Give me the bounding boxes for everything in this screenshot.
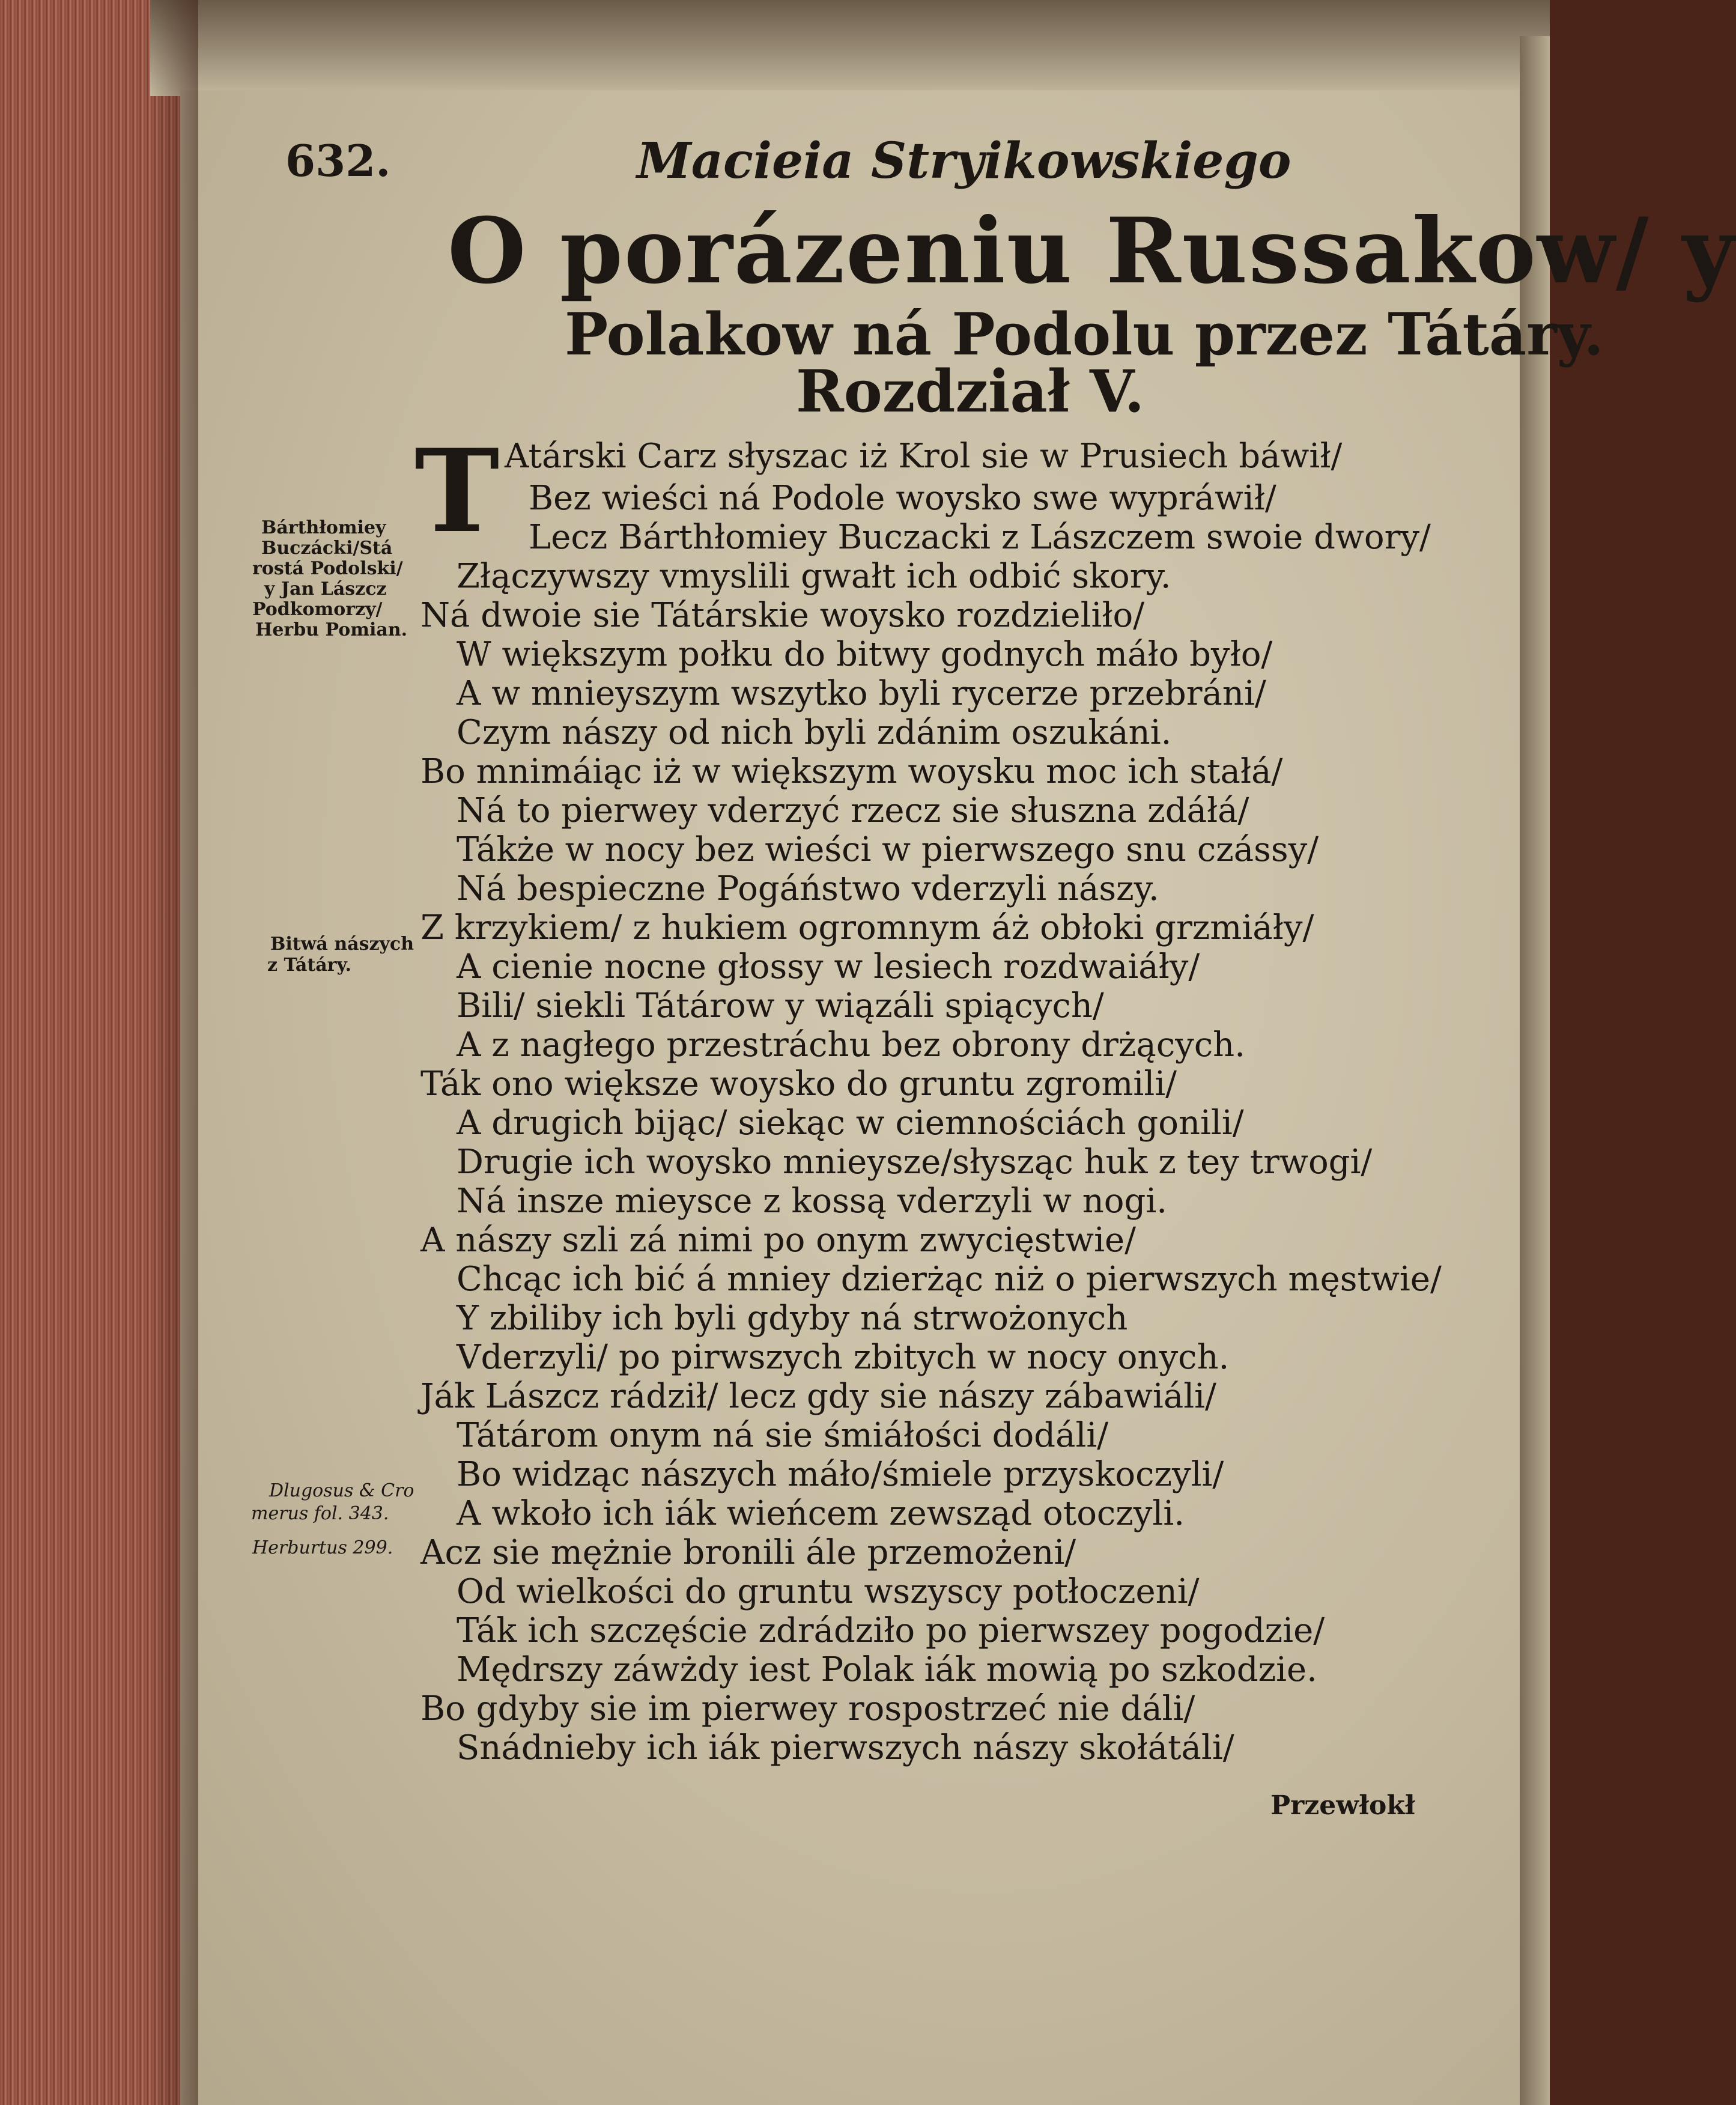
verse-line: Tákże w nocy bez wieści w pierwszego snu czássy/: [457, 830, 1319, 869]
margin-note-line: Herbu Pomian.: [255, 619, 408, 640]
verse-line: Czym nászy od nich byli zdánim oszukáni.: [457, 713, 1172, 752]
running-head: Macieia Stryikowskiego: [637, 132, 1291, 190]
verse-line: Od wielkości do gruntu wszyscy potłoczeni/: [457, 1572, 1200, 1611]
verse-line: Ják Lászcz rádził/ lecz gdy sie nászy zábawiáli/: [420, 1377, 1216, 1416]
verse-line: Ná dwoie sie Tátárskie woysko rozdzieliło/: [420, 596, 1145, 635]
verse-line: Snádnieby ich iák pierwszych nászy skołátáli/: [457, 1728, 1234, 1767]
verse-line: A wkoło ich iák wieńcem zewsząd otoczyli.: [457, 1494, 1185, 1533]
verse-line: A w mnieyszym wszytko byli rycerze przebráni/: [457, 674, 1266, 713]
page-number: 632.: [285, 135, 391, 186]
verse-line: Lecz Bárthłomiey Buczacki z Lászczem swoie dwory/: [529, 518, 1431, 557]
catchword: Przewłokł: [1270, 1790, 1415, 1821]
verse-line: Złączywszy vmyslili gwałt ich odbić skory.: [457, 557, 1171, 596]
verse-line: Vderzyli/ po pirwszych zbitych w nocy onych.: [457, 1338, 1230, 1377]
verse-line: Bo mnimáiąc iż w większym woysku moc ich stałá/: [420, 752, 1283, 791]
margin-note-line: Herburtus 299.: [252, 1537, 393, 1558]
verse-line: A nászy szli zá nimi po onym zwycięstwie/: [420, 1221, 1136, 1260]
verse-line: Mędrszy záwżdy iest Polak iák mowią po szkodzie.: [457, 1650, 1317, 1689]
verse-line: W większym połku do bitwy godnych máło było/: [457, 635, 1273, 674]
verse-line: Bili/ siekli Tátárow y wiązáli spiących/: [457, 986, 1104, 1025]
margin-note-line: Podkomorzy/: [252, 599, 383, 620]
verse-line: Acz sie mężnie bronili ále przemożeni/: [420, 1533, 1076, 1572]
verse-line: Z krzykiem/ z hukiem ogromnym áż obłoki grzmiáły/: [420, 908, 1314, 947]
verse-line: Bez wieści ná Podole woysko swe wypráwił/: [529, 479, 1276, 518]
verse-line: Chcąc ich bić á mniey dzierżąc niż o pierwszych męstwie/: [457, 1260, 1442, 1299]
verse-line: Ták ono większe woysko do gruntu zgromili/: [420, 1065, 1177, 1104]
verse-line: Tátárom onym ná sie śmiáłości dodáli/: [457, 1416, 1109, 1455]
page-gutter-shadow: [150, 0, 198, 2105]
margin-note-line: rostá Podolski/: [252, 558, 403, 579]
book-top-edge: [150, 0, 1550, 96]
chapter-subtitle: Polakow ná Podolu przez Tátáry.: [565, 300, 1604, 368]
chapter-number: Rozdział V.: [796, 357, 1145, 425]
margin-note-line: merus fol. 343.: [251, 1503, 389, 1524]
verse-line: Atárski Carz słyszac iż Krol sie w Prusiech báwił/: [505, 437, 1343, 476]
margin-note-line: Bitwá nászych: [270, 934, 414, 955]
margin-note-line: z Tátáry.: [267, 955, 351, 976]
verse-line: Ták ich szczęście zdrádziło po pierwszey pogodzie/: [457, 1611, 1325, 1650]
verse-line: Bo gdyby sie im pierwey rospostrzeć nie dáli/: [420, 1689, 1195, 1728]
margin-note-line: Bárthłomiey: [261, 517, 386, 538]
margin-note-line: Buczácki/Stá: [261, 538, 393, 559]
verse-line: Ná to pierwey vderzyć rzecz sie słuszna zdáłá/: [457, 791, 1249, 830]
chapter-title: O porázeniu Russakow/ y: [448, 198, 1736, 304]
verse-line: Ná insze mieysce z kossą vderzyli w nogi.: [457, 1182, 1168, 1221]
margin-note-line: Dlugosus & Cro: [269, 1480, 414, 1501]
verse-line: Drugie ich woysko mnieysze/słysząc huk z tey trwogi/: [457, 1143, 1373, 1182]
margin-note-line: y Jan Lászcz: [264, 579, 387, 600]
verse-line: A cienie nocne głossy w lesiech rozdwaiáły/: [457, 947, 1200, 986]
verse-line: Y zbiliby ich byli gdyby ná strwożonych: [457, 1299, 1128, 1338]
verse-line: A z nagłego przestráchu bez obrony drżących.: [457, 1025, 1246, 1065]
verse-line: Ná bespieczne Pogáństwo vderzyli nászy.: [457, 869, 1159, 908]
verse-line: Bo widząc nászych máło/śmiele przyskoczyli/: [457, 1455, 1224, 1494]
verse-line: A drugich bijąc/ siekąc w ciemnościách gonili/: [457, 1104, 1244, 1143]
drop-cap-initial: T: [414, 424, 500, 558]
